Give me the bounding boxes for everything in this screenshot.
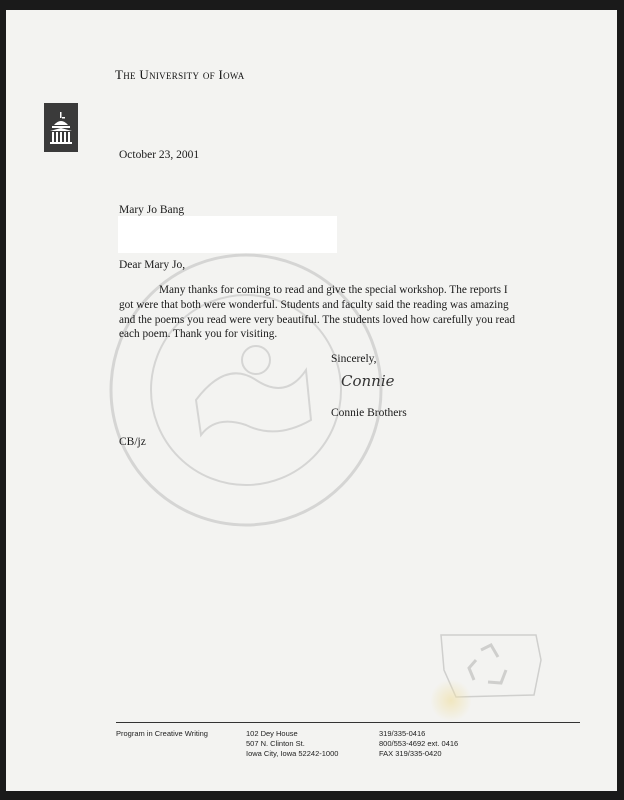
letter-body: Many thanks for coming to read and give the special workshop. The reports I got were that both were wonderful. Students and faculty said the reading was amazing and the poems you read were very beautiful. The students loved how carefully you read each poem. Thank you for visiting.	[119, 284, 515, 341]
typist-initials: CB/jz	[119, 436, 146, 448]
footer-phone-line: FAX 319/335-0420	[379, 749, 442, 758]
closing: Sincerely,	[331, 353, 377, 365]
letter-page	[6, 10, 617, 791]
footer-divider	[116, 722, 580, 723]
letterhead-title: The University of Iowa	[115, 67, 245, 82]
footer-address-line: 102 Dey House	[246, 729, 298, 738]
footer-address-line: Iowa City, Iowa 52242-1000	[246, 749, 339, 758]
footer-phone-line: 319/335-0416	[379, 729, 426, 738]
footer-address-line: 507 N. Clinton St.	[246, 739, 305, 748]
letter-date: October 23, 2001	[119, 149, 200, 161]
old-capitol-icon	[44, 103, 78, 152]
footer-address	[246, 729, 338, 759]
footer-program: Program in Creative Writing	[116, 729, 208, 738]
salutation: Dear Mary Jo,	[119, 259, 186, 271]
handwritten-signature: Connie	[341, 372, 395, 390]
recipient-name: Mary Jo Bang	[119, 204, 185, 216]
logo	[44, 103, 78, 152]
footer-phone-line: 800/553-4692 ext. 0416	[379, 739, 459, 748]
signer-name: Connie Brothers	[331, 407, 407, 419]
paper-stain	[431, 678, 471, 723]
footer-phones	[379, 729, 458, 759]
redacted-address	[118, 216, 337, 253]
